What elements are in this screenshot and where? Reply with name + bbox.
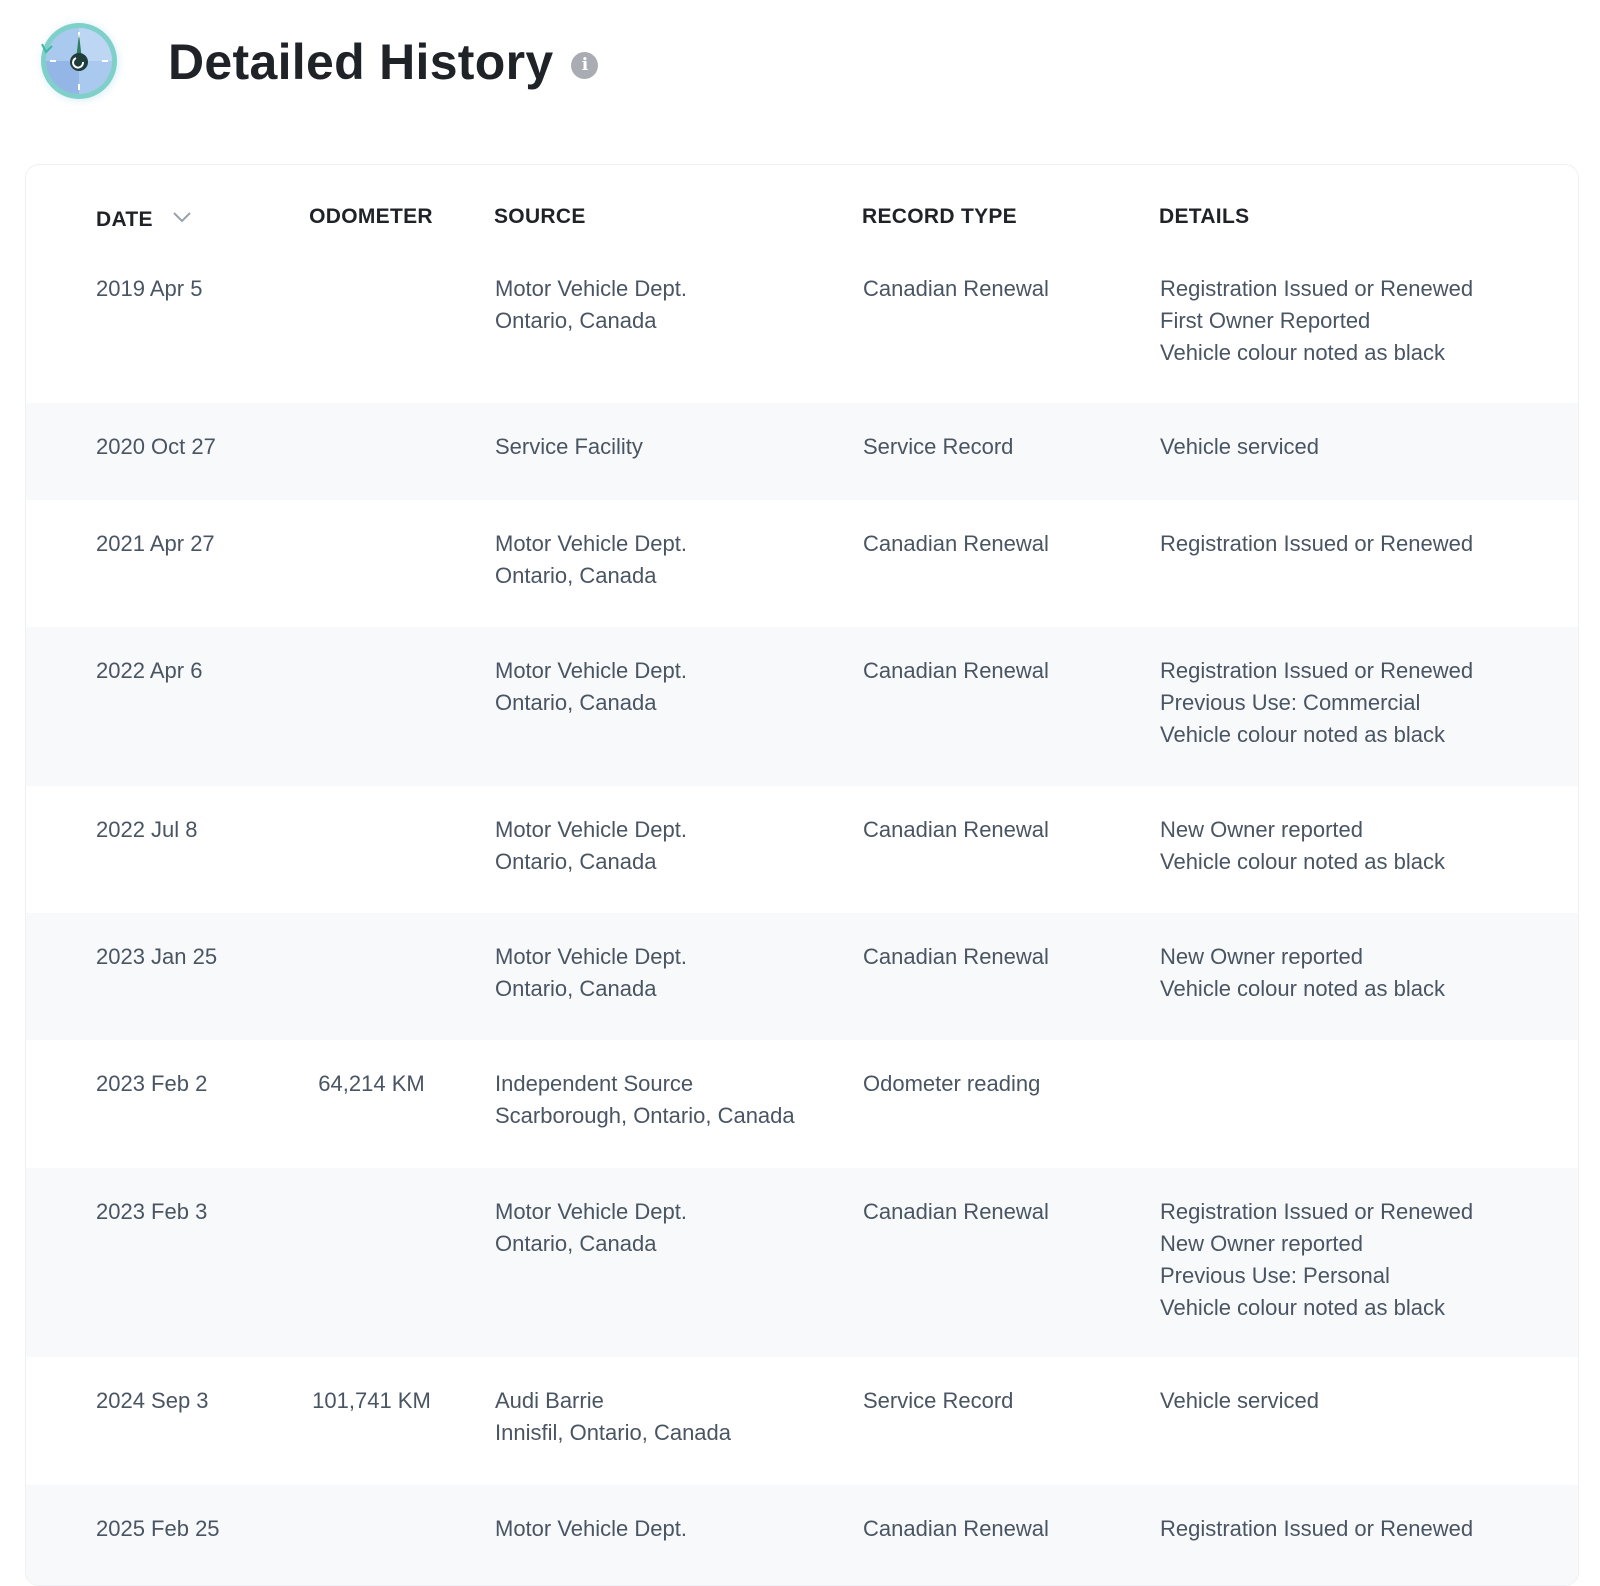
info-icon[interactable]: i: [571, 52, 598, 79]
source-cell: [494, 1040, 862, 1168]
date-cell: 2020 Oct 27: [26, 403, 284, 500]
details-cell: [1159, 627, 1578, 786]
detail-line: Vehicle colour noted as black: [1160, 340, 1445, 365]
source-cell: [494, 627, 862, 786]
record-type-cell: Canadian Renewal: [862, 500, 1159, 627]
history-table: [26, 165, 1578, 1586]
source-line: Scarborough, Ontario, Canada: [495, 1103, 795, 1128]
detail-line: Registration Issued or Renewed: [1160, 658, 1474, 683]
odometer-cell: [284, 786, 494, 913]
source-cell: [494, 500, 862, 627]
source-line: Motor Vehicle Dept.: [495, 276, 687, 301]
source-line: Independent Source: [495, 1071, 694, 1096]
details-cell: [1159, 403, 1578, 500]
source-line: Ontario, Canada: [495, 849, 657, 874]
source-line: Ontario, Canada: [495, 976, 657, 1001]
odometer-cell: [284, 403, 494, 500]
source-line: Motor Vehicle Dept.: [495, 531, 687, 556]
details-cell: [1159, 1168, 1578, 1357]
details-cell: [1159, 1040, 1578, 1168]
date-cell: 2019 Apr 5: [26, 245, 284, 403]
table-row: [26, 403, 1578, 500]
table-row: [26, 1357, 1578, 1485]
source-line: Motor Vehicle Dept.: [495, 944, 687, 969]
odometer-cell: [284, 245, 494, 403]
odometer-cell: [284, 1485, 494, 1586]
source-line: Innisfil, Ontario, Canada: [495, 1420, 732, 1445]
date-cell: 2024 Sep 3: [26, 1357, 284, 1485]
table-row: [26, 500, 1578, 627]
detail-line: New Owner reported: [1160, 944, 1363, 969]
detail-line: New Owner reported: [1160, 1231, 1363, 1256]
record-type-cell: Odometer reading: [862, 1040, 1159, 1168]
page-title: Detailed History: [168, 34, 554, 90]
source-line: Audi Barrie: [495, 1388, 604, 1413]
details-cell: [1159, 786, 1578, 913]
source-line: Ontario, Canada: [495, 690, 657, 715]
date-cell: 2023 Feb 3: [26, 1168, 284, 1357]
record-type-cell: Service Record: [862, 403, 1159, 500]
source-cell: [494, 786, 862, 913]
date-column-header[interactable]: [26, 165, 284, 245]
source-column-header: SOURCE: [494, 205, 586, 228]
odometer-cell: [284, 1168, 494, 1357]
page-header: [32, 12, 598, 112]
odometer-cell: [284, 627, 494, 786]
source-line: Motor Vehicle Dept.: [495, 1516, 687, 1541]
record-type-cell: Canadian Renewal: [862, 1485, 1159, 1586]
table-row: [26, 913, 1578, 1040]
odometer-cell: [284, 913, 494, 1040]
record-type-cell: Canadian Renewal: [862, 1168, 1159, 1357]
details-cell: [1159, 1357, 1578, 1485]
table-row: [26, 627, 1578, 786]
source-cell: [494, 1168, 862, 1357]
detail-line: Vehicle colour noted as black: [1160, 1295, 1445, 1320]
source-cell: [494, 913, 862, 1040]
details-cell: [1159, 913, 1578, 1040]
detail-line: New Owner reported: [1160, 817, 1363, 842]
source-line: Service Facility: [495, 434, 643, 459]
table-header-row: [26, 165, 1578, 245]
source-cell: [494, 245, 862, 403]
detail-line: Vehicle colour noted as black: [1160, 976, 1445, 1001]
history-table-body: [26, 245, 1578, 1586]
table-row: [26, 786, 1578, 913]
detail-line: Vehicle colour noted as black: [1160, 722, 1445, 747]
table-row: [26, 1485, 1578, 1586]
source-line: Ontario, Canada: [495, 308, 657, 333]
source-cell: [494, 1485, 862, 1586]
source-line: Ontario, Canada: [495, 563, 657, 588]
detail-line: Registration Issued or Renewed: [1160, 1199, 1474, 1224]
source-cell: [494, 403, 862, 500]
detail-line: First Owner Reported: [1160, 308, 1371, 333]
record-type-cell: Canadian Renewal: [862, 245, 1159, 403]
odometer-cell: 64,214 KM: [284, 1040, 494, 1168]
detail-line: Registration Issued or Renewed: [1160, 276, 1474, 301]
record-type-cell: Canadian Renewal: [862, 913, 1159, 1040]
source-cell: [494, 1357, 862, 1485]
table-row: [26, 1040, 1578, 1168]
detail-line: Vehicle serviced: [1160, 434, 1319, 459]
odometer-column-header: ODOMETER: [309, 205, 433, 228]
date-cell: 2022 Apr 6: [26, 627, 284, 786]
table-row: [26, 245, 1578, 403]
date-cell: 2023 Jan 25: [26, 913, 284, 1040]
record-type-column-header: RECORD TYPE: [862, 205, 1017, 228]
date-header-label: DATE: [96, 208, 153, 231]
odometer-cell: 101,741 KM: [284, 1357, 494, 1485]
date-cell: 2021 Apr 27: [26, 500, 284, 627]
details-cell: [1159, 1485, 1578, 1586]
source-line: Motor Vehicle Dept.: [495, 817, 687, 842]
details-column-header: DETAILS: [1159, 205, 1250, 228]
details-cell: [1159, 245, 1578, 403]
detail-line: Previous Use: Commercial: [1160, 690, 1421, 715]
record-type-cell: Canadian Renewal: [862, 627, 1159, 786]
table-row: [26, 1168, 1578, 1357]
detail-line: Vehicle serviced: [1160, 1388, 1319, 1413]
history-card: [25, 164, 1579, 1586]
date-cell: 2025 Feb 25: [26, 1485, 284, 1586]
detail-line: Previous Use: Personal: [1160, 1263, 1390, 1288]
record-type-cell: Canadian Renewal: [862, 786, 1159, 913]
detail-line: Registration Issued or Renewed: [1160, 1516, 1474, 1541]
source-line: Motor Vehicle Dept.: [495, 1199, 687, 1224]
chevron-down-icon[interactable]: [173, 205, 191, 229]
date-cell: 2022 Jul 8: [26, 786, 284, 913]
odometer-cell: [284, 500, 494, 627]
source-line: Motor Vehicle Dept.: [495, 658, 687, 683]
date-cell: 2023 Feb 2: [26, 1040, 284, 1168]
source-line: Ontario, Canada: [495, 1231, 657, 1256]
record-type-cell: Service Record: [862, 1357, 1159, 1485]
detail-line: Vehicle colour noted as black: [1160, 849, 1445, 874]
details-cell: [1159, 500, 1578, 627]
detail-line: Registration Issued or Renewed: [1160, 531, 1474, 556]
odometer-clock-icon: [32, 14, 128, 110]
